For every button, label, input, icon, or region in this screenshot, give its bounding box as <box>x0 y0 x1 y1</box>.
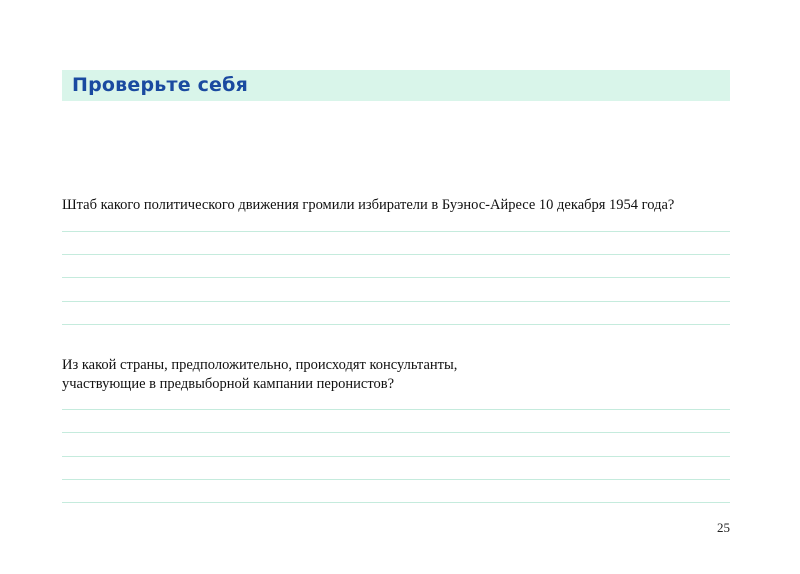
answer-line-2-3[interactable] <box>62 456 730 457</box>
question-2-line-2: участвующие в предвыборной кампании перонистов? <box>62 376 394 392</box>
answer-line-1-5[interactable] <box>62 324 730 325</box>
page-number: 25 <box>717 520 730 535</box>
section-title: Проверьте себя <box>72 74 249 96</box>
answer-line-2-1[interactable] <box>62 409 730 410</box>
question-2-line-1: Из какой страны, предположительно, происходят консультанты, <box>62 357 458 373</box>
answer-line-2-2[interactable] <box>62 432 730 433</box>
answer-line-1-2[interactable] <box>62 254 730 255</box>
answer-line-2-4[interactable] <box>62 479 730 480</box>
question-1-line-1: Штаб какого политического движения громили избиратели в Буэнос-Айресе 10 декабря 1954 года? <box>62 197 675 213</box>
question-1 <box>62 196 730 215</box>
section-header <box>62 70 730 101</box>
answer-line-2-5[interactable] <box>62 502 730 503</box>
question-2 <box>62 356 730 394</box>
answer-line-1-3[interactable] <box>62 277 730 278</box>
answer-line-1-1[interactable] <box>62 231 730 232</box>
answer-line-1-4[interactable] <box>62 301 730 302</box>
